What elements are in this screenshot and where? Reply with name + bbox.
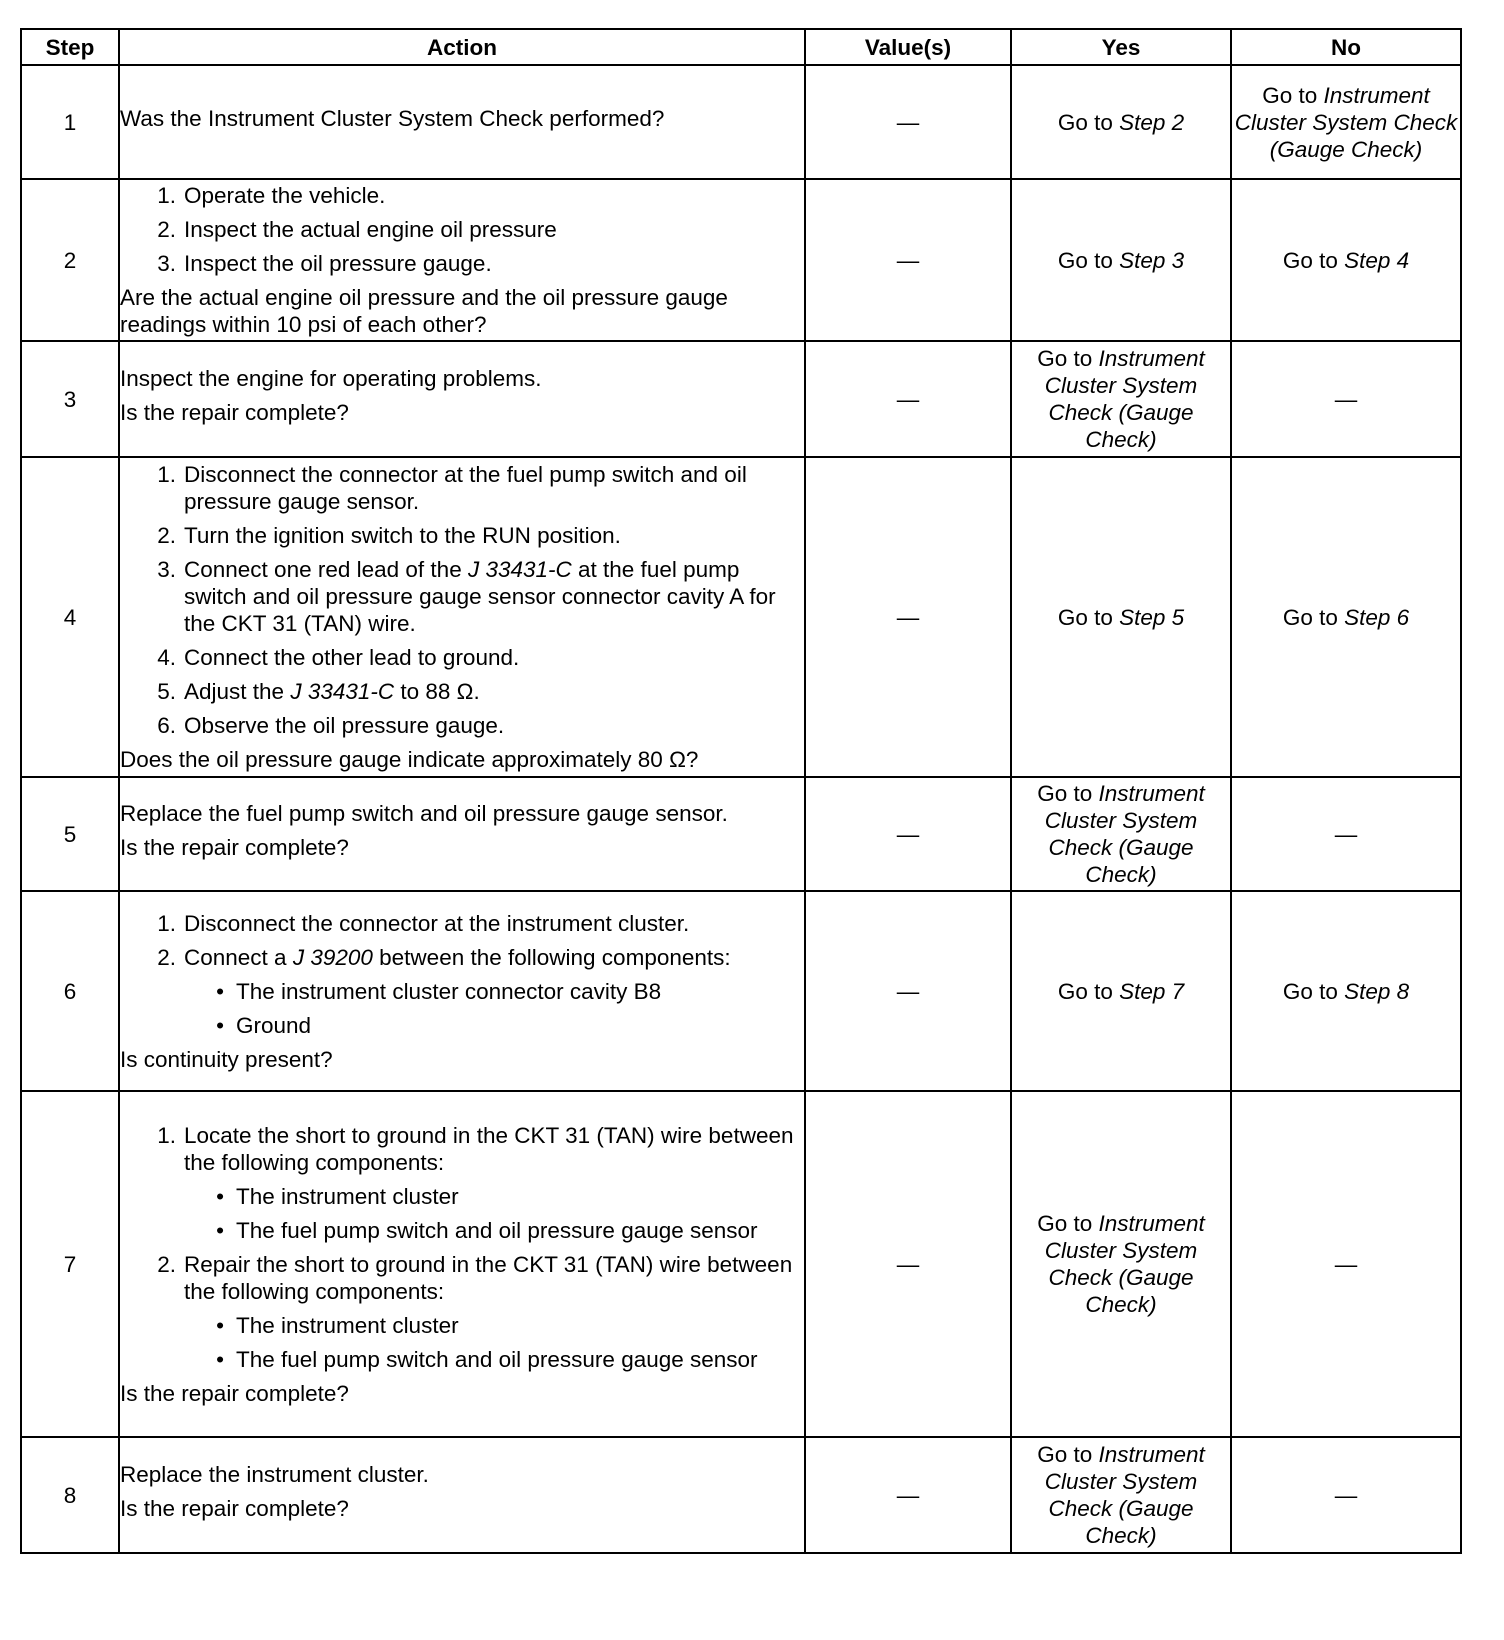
action-cell: [119, 891, 805, 1091]
list-item: 3. Connect one red lead of the J 33431-C at the fuel pump switch and oil pressure gauge sensor connector cavity A for the CKT 31 (TAN) wire.: [157, 557, 776, 636]
instruction-text: Replace the instrument cluster.: [120, 1462, 429, 1487]
goto-reference: Step 2: [1119, 109, 1185, 135]
question-text: Was the Instrument Cluster System Check performed?: [120, 106, 665, 131]
table-row: [21, 1437, 1461, 1553]
table-row: [21, 1091, 1461, 1437]
step-number: 3: [21, 341, 119, 457]
value-cell: —: [805, 1091, 1011, 1437]
question-text: Is the repair complete?: [120, 1496, 349, 1521]
goto-prefix: Go to: [1057, 109, 1120, 135]
no-cell: —: [1231, 1437, 1461, 1553]
action-cell: [119, 777, 805, 891]
header-step: Step: [21, 29, 119, 65]
instruction-text: Replace the fuel pump switch and oil pressure gauge sensor.: [120, 801, 728, 826]
step-number: 1: [21, 65, 119, 179]
goto-reference: Instrument Cluster System Check (Gauge Check): [1044, 781, 1205, 887]
question-text: Is the repair complete?: [120, 400, 349, 425]
bullet-item: • The instrument cluster: [216, 1312, 459, 1338]
value-cell: —: [805, 1437, 1011, 1553]
yes-cell: [1011, 65, 1231, 179]
no-cell: —: [1231, 341, 1461, 457]
question-text: Is continuity present?: [120, 1046, 333, 1072]
step-number: 2: [21, 179, 119, 341]
list-item: 1. Operate the vehicle.: [157, 183, 386, 208]
step-number: 5: [21, 777, 119, 891]
diagnostic-table: [20, 28, 1462, 1554]
goto-reference: Step 8: [1344, 978, 1410, 1004]
table-row: [21, 777, 1461, 891]
header-yes: Yes: [1011, 29, 1231, 65]
no-cell: [1231, 65, 1461, 179]
step-number: 7: [21, 1091, 119, 1437]
list-item: 2. Repair the short to ground in the CKT 31 (TAN) wire between the following components:: [157, 1251, 793, 1304]
yes-cell: [1011, 777, 1231, 891]
value-cell: —: [805, 341, 1011, 457]
table-row: [21, 341, 1461, 457]
goto-prefix: Go to: [1037, 1442, 1099, 1467]
tool-reference: J 33431-C: [290, 679, 395, 704]
list-item: 1. Disconnect the connector at the fuel pump switch and oil pressure gauge sensor.: [157, 462, 747, 514]
bullet-item: • The instrument cluster connector cavity B8: [216, 978, 662, 1004]
step-number: 8: [21, 1437, 119, 1553]
goto-prefix: Go to: [1057, 604, 1120, 630]
action-cell: [119, 1437, 805, 1553]
yes-cell: [1011, 891, 1231, 1091]
list-item: 4. Connect the other lead to ground.: [157, 645, 520, 670]
list-item: 3. Inspect the oil pressure gauge.: [157, 251, 492, 276]
table-row: [21, 457, 1461, 777]
table-row: [21, 179, 1461, 341]
action-cell: [119, 457, 805, 777]
list-item: 2. Turn the ignition switch to the RUN position.: [157, 523, 621, 548]
no-cell: [1231, 457, 1461, 777]
goto-reference: Step 6: [1344, 604, 1410, 630]
question-text: Does the oil pressure gauge indicate approximately 80 Ω?: [120, 747, 699, 772]
bullet-item: • The fuel pump switch and oil pressure gauge sensor: [216, 1217, 758, 1243]
action-cell: [119, 65, 805, 179]
question-text: Are the actual engine oil pressure and the oil pressure gauge readings within 10 psi of each other?: [120, 285, 728, 337]
goto-prefix: Go to: [1282, 978, 1345, 1004]
step-number: 4: [21, 457, 119, 777]
question-text: Is the repair complete?: [120, 1380, 349, 1406]
bullet-item: • The instrument cluster: [216, 1183, 459, 1209]
action-cell: [119, 179, 805, 341]
tool-reference: J 33431-C: [467, 557, 572, 582]
goto-reference: Step 4: [1344, 247, 1410, 273]
no-cell: —: [1231, 1091, 1461, 1437]
goto-reference: Step 7: [1119, 978, 1185, 1004]
goto-prefix: Go to: [1037, 781, 1099, 806]
no-cell: [1231, 179, 1461, 341]
goto-prefix: Go to: [1037, 1211, 1099, 1236]
list-item: 6. Observe the oil pressure gauge.: [157, 713, 505, 738]
yes-cell: [1011, 179, 1231, 341]
action-cell: [119, 341, 805, 457]
list-item: 1. Locate the short to ground in the CKT 31 (TAN) wire between the following components:: [157, 1122, 794, 1175]
table-row: [21, 65, 1461, 179]
goto-prefix: Go to: [1262, 82, 1324, 108]
list-item: 1. Disconnect the connector at the instrument cluster.: [157, 910, 690, 936]
no-cell: —: [1231, 777, 1461, 891]
goto-reference: Step 5: [1119, 604, 1185, 630]
goto-reference: Step 3: [1119, 247, 1185, 273]
goto-reference: Instrument Cluster System Check (Gauge Check): [1044, 346, 1205, 452]
list-item: 2. Connect a J 39200 between the following components:: [157, 944, 731, 970]
action-cell: [119, 1091, 805, 1437]
yes-cell: [1011, 457, 1231, 777]
instruction-text: Inspect the engine for operating problems.: [120, 366, 542, 391]
no-cell: [1231, 891, 1461, 1091]
tool-reference: J 39200: [292, 944, 373, 970]
value-cell: —: [805, 457, 1011, 777]
list-item: 5. Adjust the J 33431-C to 88 Ω.: [157, 679, 480, 704]
goto-prefix: Go to: [1282, 247, 1345, 273]
value-cell: —: [805, 777, 1011, 891]
goto-prefix: Go to: [1057, 247, 1120, 273]
yes-cell: [1011, 1091, 1231, 1437]
goto-prefix: Go to: [1282, 604, 1345, 630]
table-row: [21, 891, 1461, 1091]
goto-reference: Instrument Cluster System Check (Gauge Check): [1044, 1211, 1205, 1317]
list-item: 2. Inspect the actual engine oil pressure: [157, 217, 557, 242]
value-cell: —: [805, 179, 1011, 341]
question-text: Is the repair complete?: [120, 835, 349, 860]
header-action: Action: [119, 29, 805, 65]
bullet-item: • The fuel pump switch and oil pressure gauge sensor: [216, 1346, 758, 1372]
step-number: 6: [21, 891, 119, 1091]
goto-prefix: Go to: [1037, 346, 1099, 371]
yes-cell: [1011, 341, 1231, 457]
yes-cell: [1011, 1437, 1231, 1553]
goto-reference: Instrument Cluster System Check (Gauge Check): [1044, 1442, 1205, 1548]
value-cell: —: [805, 65, 1011, 179]
header-no: No: [1231, 29, 1461, 65]
value-cell: —: [805, 891, 1011, 1091]
header-row: [21, 29, 1461, 65]
header-values: Value(s): [805, 29, 1011, 65]
bullet-item: • Ground: [216, 1012, 312, 1038]
goto-reference: Instrument Cluster System Check (Gauge Check): [1234, 82, 1458, 162]
goto-prefix: Go to: [1057, 978, 1120, 1004]
